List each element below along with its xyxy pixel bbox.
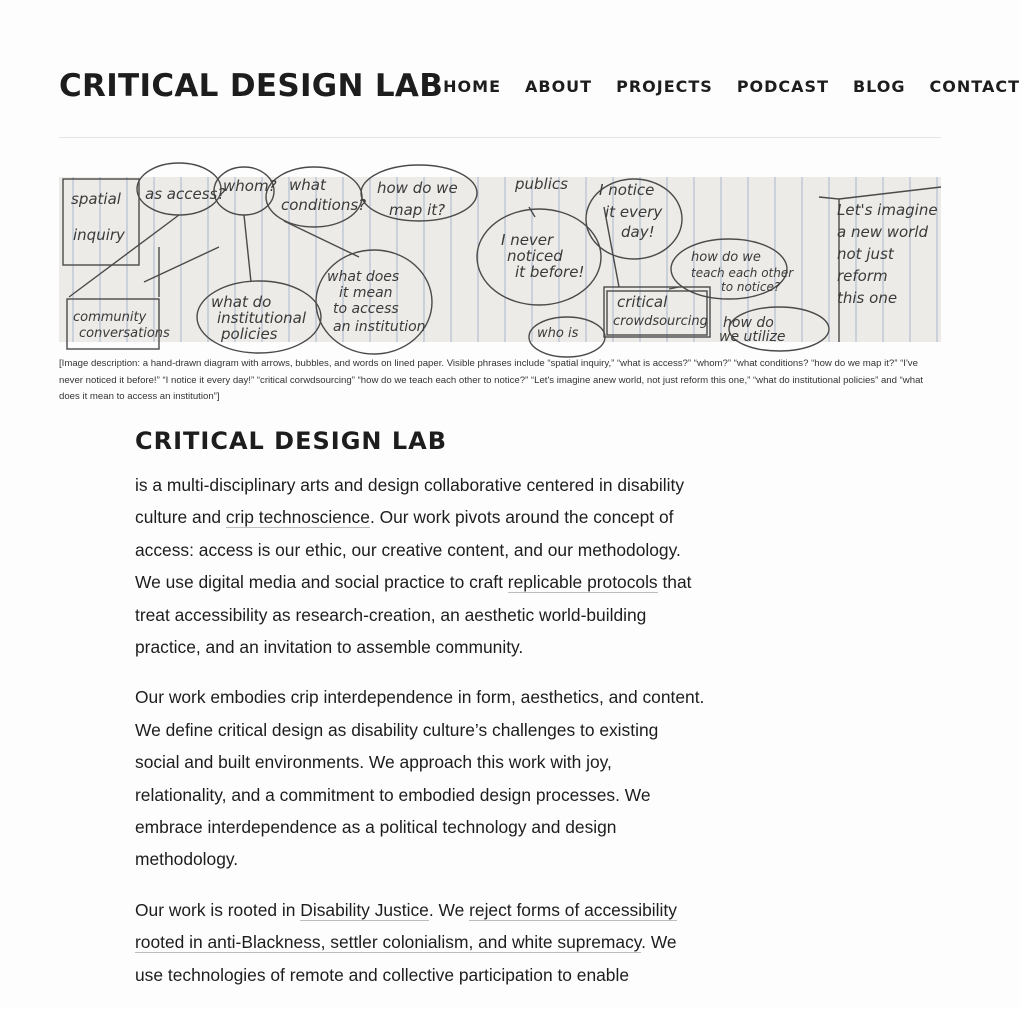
svg-text:critical: critical: [617, 293, 668, 311]
svg-text:it before!: it before!: [515, 263, 585, 281]
justice-text-1: Our work is rooted in: [135, 899, 301, 920]
section-heading: CRITICAL DESIGN LAB: [135, 427, 447, 455]
nav-contact[interactable]: CONTACT: [929, 76, 1020, 96]
nav-blog[interactable]: BLOG: [852, 76, 906, 96]
svg-text:noticed: noticed: [507, 247, 563, 265]
svg-text:what: what: [289, 176, 326, 194]
main-nav: [443, 77, 1020, 96]
svg-text:to notice?: to notice?: [721, 280, 781, 294]
svg-text:how do: how do: [723, 315, 774, 331]
svg-text:whom?: whom?: [223, 177, 277, 195]
svg-text:not just: not just: [837, 245, 894, 263]
svg-text:conversations: conversations: [79, 326, 170, 341]
nav-projects[interactable]: PROJECTS: [616, 76, 713, 96]
svg-text:reform: reform: [837, 267, 888, 285]
svg-text:spatial: spatial: [71, 190, 121, 208]
link-reject-accessibility[interactable]: reject forms of accessibility rooted in anti-Blackness, settler colonialism, and white supremacy: [135, 899, 677, 953]
intro-text-3: that treat accessibility as research-creation, an aesthetic world-building practice, and an invitation to assemble community.: [135, 572, 692, 658]
svg-text:publics: publics: [515, 175, 568, 193]
svg-text:to access: to access: [333, 301, 399, 317]
svg-text:we utilize: we utilize: [719, 329, 786, 345]
svg-text:inquiry: inquiry: [73, 226, 125, 244]
svg-text:I notice: I notice: [599, 181, 655, 199]
intro-text-2: . Our work pivots around the concept of access: access is our ethic, our creative content, and our methodology. We use digital media and social practice to craft: [135, 507, 681, 593]
site-logo[interactable]: CRITICAL DESIGN LAB: [59, 68, 444, 104]
site-header: [59, 60, 1020, 112]
svg-text:conditions?: conditions?: [281, 196, 367, 214]
image-description-caption: [Image description: a hand-drawn diagram with arrows, bubbles, and words on lined paper. Visible phrases include “spatial inquiry,” “what is access?” “whom?” “what conditions? “how do we map it?” “I've never noticed it before!” “I notice it every day!” “critical corwdsourcing” “how do we teach each other to notice?” “Let's imagine anew world, not just reform this one,” “what do institutional policies” and “what does it mean to access an institution”]: [59, 358, 924, 402]
svg-text:a new world: a new world: [837, 223, 929, 241]
svg-text:this one: this one: [837, 289, 898, 307]
sketch-drawing: [59, 175, 941, 345]
link-replicable-protocols[interactable]: replicable protocols: [507, 572, 658, 593]
intro-paragraph: [135, 469, 707, 663]
svg-text:institutional: institutional: [217, 309, 307, 327]
svg-text:map it?: map it?: [389, 201, 446, 219]
justice-paragraph: [135, 894, 707, 991]
banner-sketch-image: [59, 175, 941, 345]
main-content: [135, 427, 707, 1009]
svg-text:day!: day!: [621, 223, 655, 241]
svg-text:policies: policies: [221, 325, 278, 343]
justice-text-2: . We: [428, 899, 470, 920]
svg-text:what does: what does: [327, 269, 400, 285]
intro-text-1: is a multi-disciplinary arts and design collaborative centered in disability culture and: [135, 475, 685, 528]
link-crip-technoscience[interactable]: crip technoscience: [225, 507, 370, 528]
svg-text:as access?: as access?: [145, 185, 226, 203]
link-disability-justice[interactable]: Disability Justice: [300, 899, 429, 920]
svg-text:it every: it every: [605, 203, 663, 221]
svg-text:how do we: how do we: [377, 179, 458, 197]
justice-text-3: . We use technologies of remote and collective participation to enable: [135, 932, 677, 985]
svg-text:Let's imagine: Let's imagine: [837, 201, 938, 219]
svg-text:I never: I never: [501, 231, 554, 249]
header-divider: [59, 137, 941, 138]
svg-text:community: community: [73, 310, 147, 325]
nav-about[interactable]: ABOUT: [525, 76, 593, 96]
nav-podcast[interactable]: PODCAST: [736, 76, 829, 96]
svg-text:teach each other: teach each other: [691, 266, 794, 280]
svg-text:who is: who is: [537, 326, 579, 341]
interdependence-paragraph: Our work embodies crip interdependence in form, aesthetics, and content. We define critical design as disability culture’s challenges to existing social and built environments. We approach this work with joy, relationality, and a commitment to embodied design processes. We embrace interdependence as a political technology and design methodology.: [135, 687, 705, 870]
svg-text:what do: what do: [211, 293, 272, 311]
svg-text:an institution: an institution: [333, 319, 426, 335]
nav-home[interactable]: HOME: [443, 76, 501, 96]
svg-text:crowdsourcing: crowdsourcing: [613, 314, 708, 329]
svg-text:how do we: how do we: [691, 250, 761, 265]
svg-text:it mean: it mean: [339, 285, 393, 301]
